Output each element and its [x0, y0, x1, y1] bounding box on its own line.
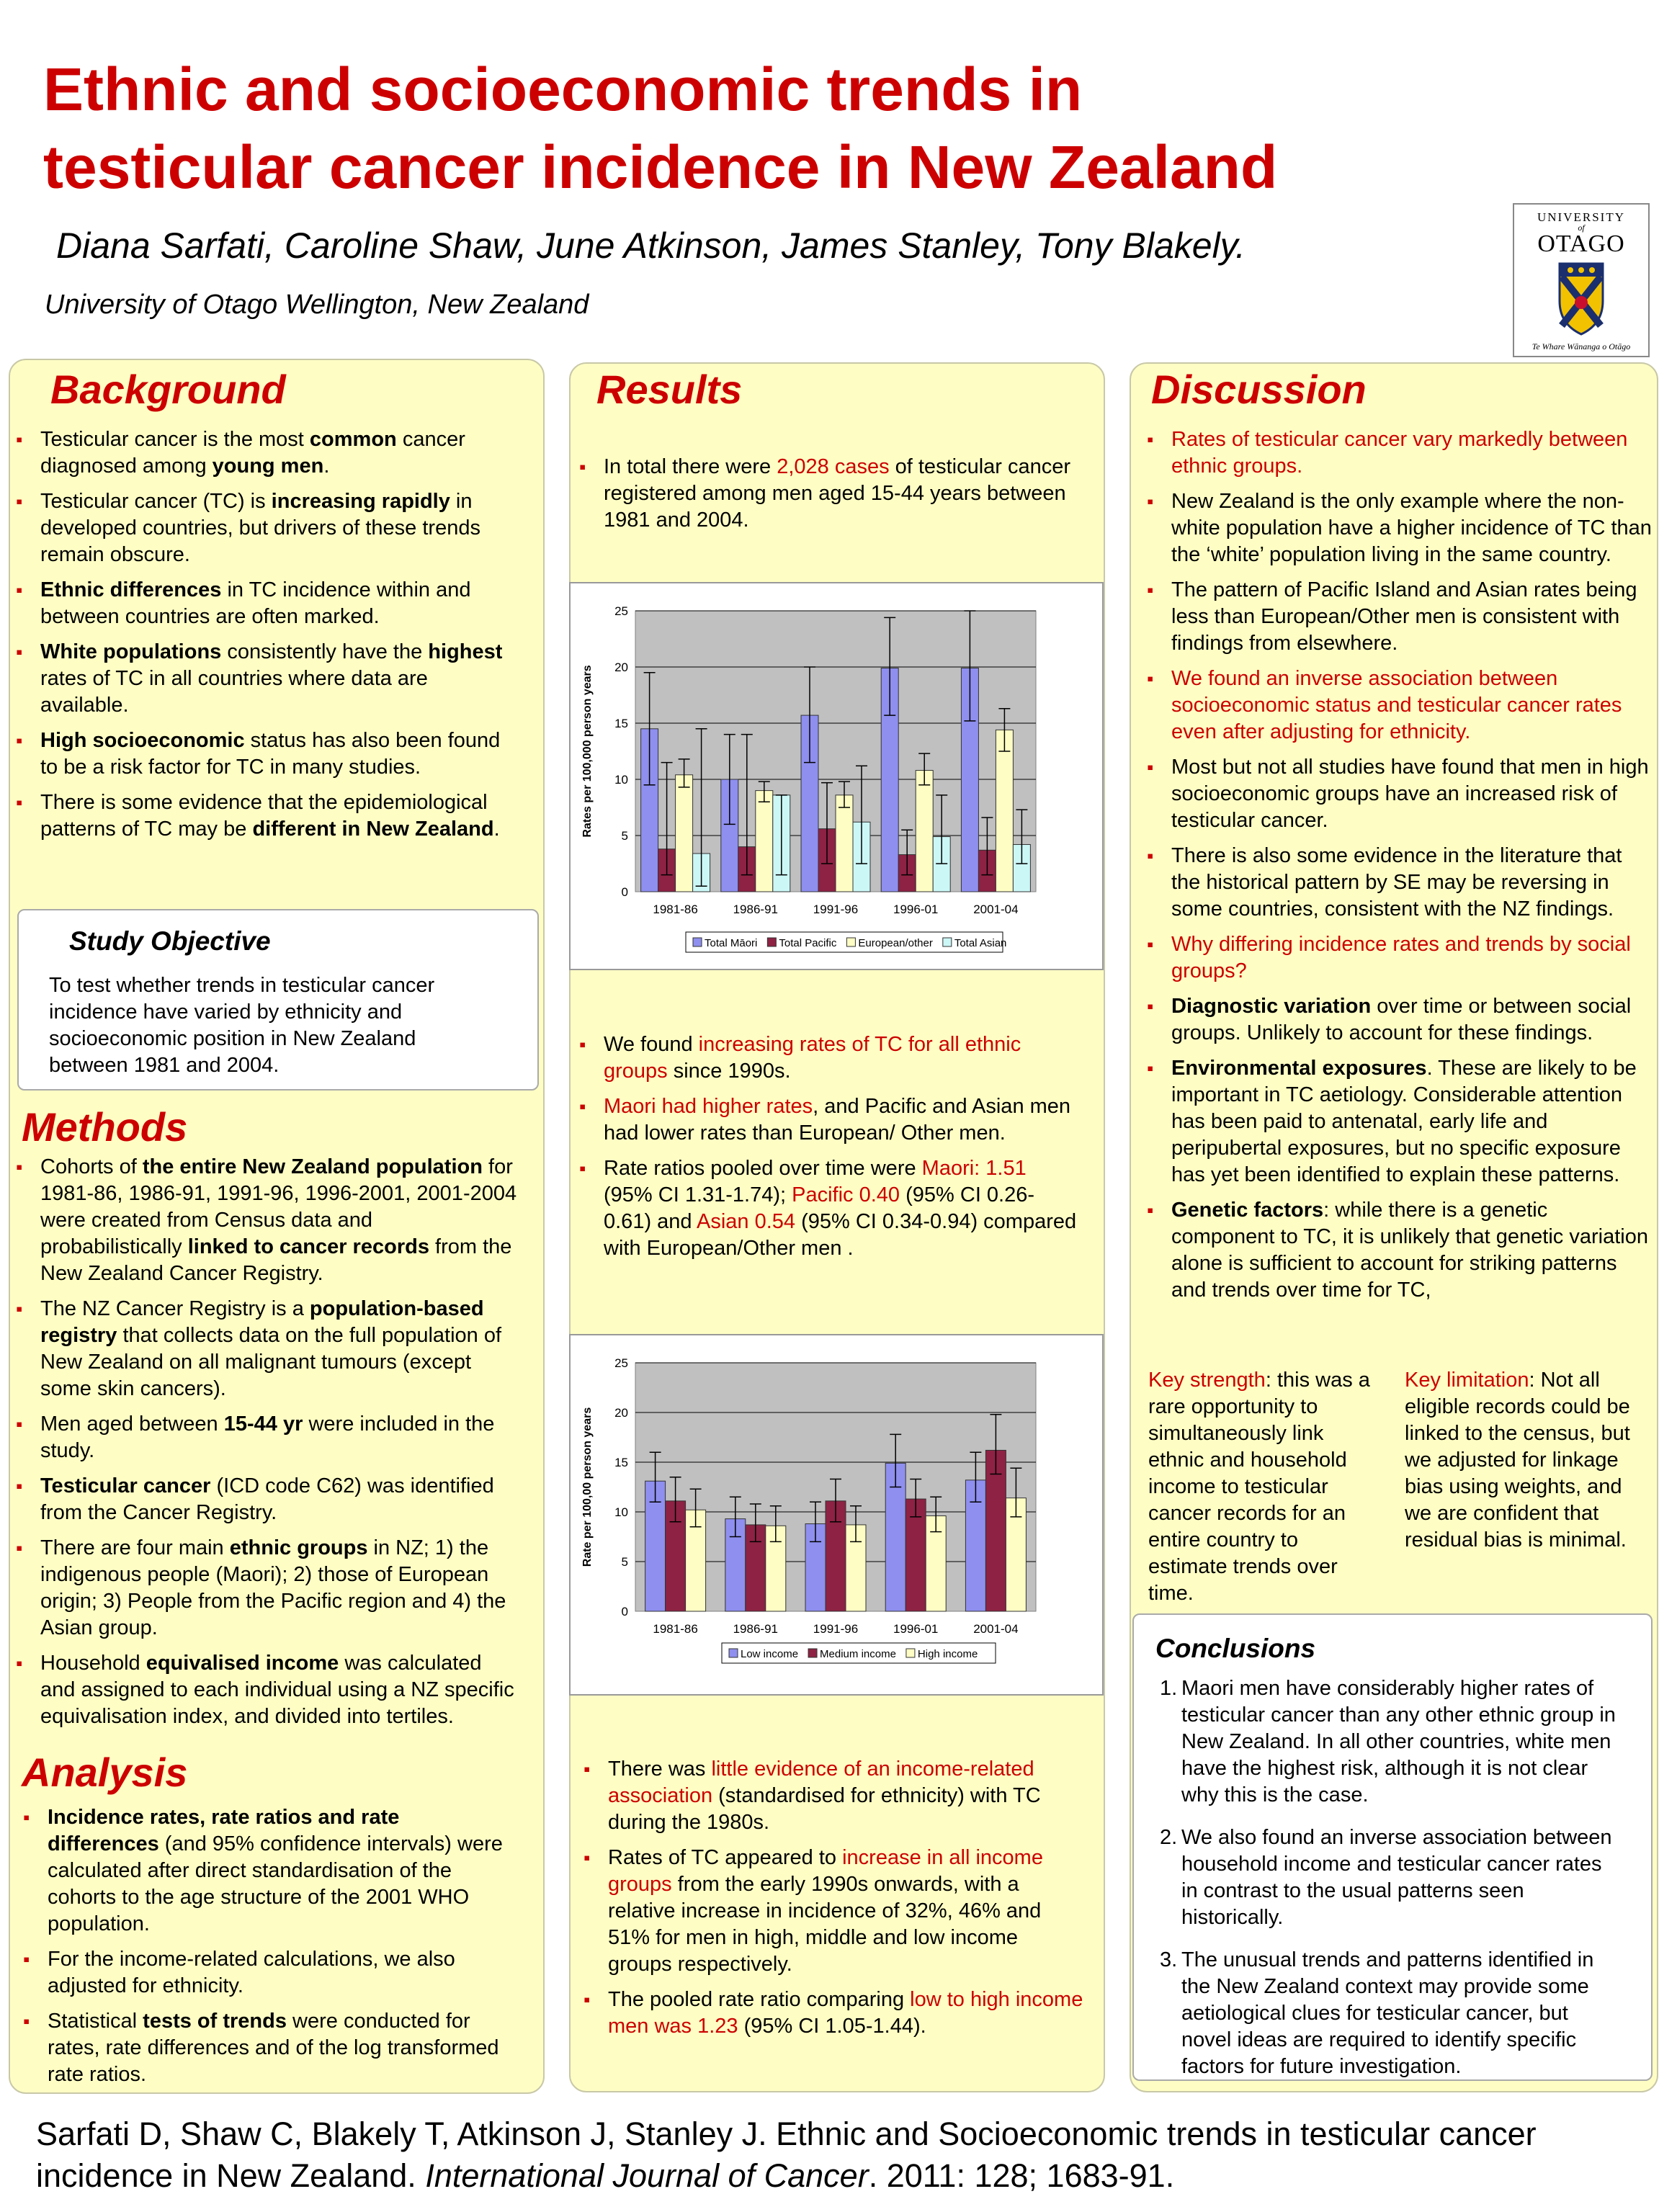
conclusions-box: [1132, 1613, 1653, 2081]
bullet-item: ▪ New Zealand is the only example where the non-white population have a higher incidence of TC than the ‘white’ population living in the same country.: [1144, 488, 1652, 568]
poster-title: [43, 50, 1570, 206]
results-mid-list: [576, 1031, 1081, 1271]
objective-text: To test whether trends in testicular cancer incidence have varied by ethnicity and socioeconomic position in New Zealand between 1981 and 2004.: [49, 974, 435, 1077]
x-tick-label: 1981-86: [653, 903, 698, 916]
bullet-item: ▪ Statistical tests of trends were conducted for rates, rate differences and of the log transformed rate ratios.: [20, 2008, 510, 2088]
bullet-item: ▪ Testicular cancer (ICD code C62) was identified from the Cancer Registry.: [13, 1473, 517, 1526]
background-list: [13, 426, 517, 851]
bullet-item: ▪ The pooled rate ratio comparing low to high income men was 1.23 (95% CI 1.05-1.44).: [581, 1987, 1085, 2040]
bar: [756, 791, 773, 892]
y-tick-label: 20: [614, 661, 628, 674]
y-tick-label: 5: [621, 829, 628, 843]
x-tick-label: 1986-91: [733, 1622, 778, 1636]
objective-heading: Study Objective: [69, 926, 271, 956]
bullet-item: ▪ Diagnostic variation over time or between social groups. Unlikely to account for these findings.: [1144, 993, 1652, 1047]
otago-crest-icon: [1514, 259, 1648, 339]
title-line-1: Ethnic and socioeconomic trends in: [43, 55, 1083, 123]
y-tick-label: 15: [614, 717, 628, 730]
legend-swatch: [906, 1649, 915, 1657]
legend-label: Total Māori: [705, 937, 758, 949]
results-end-list: [581, 1756, 1085, 2048]
legend-swatch: [729, 1649, 738, 1657]
bullet-item: ▪ Maori had higher rates, and Pacific and Asian men had lower rates than European/ Other men.: [576, 1093, 1081, 1147]
key-strength-text: : this was a rare opportunity to simultaneously link ethnic and household income to testicular cancer records for an entire country to estimate trends over time.: [1148, 1369, 1370, 1605]
key-limitation-text: : Not all eligible records could be linked to the census, but we adjusted for linkage bias using weights, and we are confident that residual bias is minimal.: [1405, 1369, 1630, 1551]
bullet-item: ▪ Ethnic differences in TC incidence within and between countries are often marked.: [13, 577, 517, 630]
legend-swatch: [767, 938, 776, 946]
results-heading: Results: [596, 367, 743, 412]
citation-journal: International Journal of Cancer: [425, 2157, 869, 2194]
citation-details: . 2011: 128; 1683-91.: [868, 2157, 1175, 2194]
y-tick-label: 0: [621, 1605, 628, 1618]
legend-swatch: [808, 1649, 817, 1657]
bullet-item: ▪ We found an inverse association between socioeconomic status and testicular cancer rates even after adjusting for ethnicity.: [1144, 666, 1652, 745]
legend-label: Total Asian: [954, 937, 1007, 949]
x-tick-label: 1981-86: [653, 1622, 698, 1636]
bar: [836, 795, 853, 892]
bullet-item: ▪ We found increasing rates of TC for all ethnic groups since 1990s.: [576, 1031, 1081, 1085]
bullet-item: ▪ There was little evidence of an income-related association (standardised for ethnicity) with TC during the 1980s.: [581, 1756, 1085, 1836]
bullet-item: ▪ White populations consistently have the highest rates of TC in all countries where data are available.: [13, 639, 517, 719]
conclusion-item: 2. We also found an inverse association between household income and testicular cancer rates in contrast to the usual patterns seen historically.: [1160, 1826, 1612, 1929]
y-tick-label: 15: [614, 1456, 628, 1469]
key-limitation: [1405, 1367, 1638, 1607]
legend-swatch: [693, 938, 702, 946]
income-chart-svg: [571, 1335, 1102, 1694]
x-tick-label: 1991-96: [813, 1622, 859, 1636]
authors: Diana Sarfati, Caroline Shaw, June Atkinson, James Stanley, Tony Blakely.: [56, 225, 1246, 266]
bullet-item: ▪ There is some evidence that the epidemiological patterns of TC may be different in New Zealand.: [13, 789, 517, 843]
legend-label: Medium income: [820, 1648, 896, 1660]
bullet-item: ▪ There are four main ethnic groups in NZ; 1) the indigenous people (Maori); 2) those of European origin; 3) People from the Pacific region and 4) the Asian group.: [13, 1535, 517, 1642]
bullet-item: ▪ Household equivalised income was calculated and assigned to each individual using a NZ specific equivalisation index, and divided into tertiles.: [13, 1650, 517, 1730]
y-axis-label: Rate per 100,00 person years: [581, 1407, 594, 1567]
legend-label: Total Pacific: [779, 937, 837, 949]
bullet-item: ▪ Why differing incidence rates and trends by social groups?: [1144, 931, 1652, 985]
y-tick-label: 5: [621, 1555, 628, 1569]
bullet-item: ▪ Rates of testicular cancer vary markedly between ethnic groups.: [1144, 426, 1652, 480]
citation: [36, 2113, 1635, 2197]
x-tick-label: 1996-01: [893, 1622, 939, 1636]
bullet-item: ▪ Environmental exposures. These are likely to be important in TC aetiology. Considerable attention has been paid to antenatal, early life and peripubertal exposures, but no specific exposure has yet been identified to explain these patterns.: [1144, 1055, 1652, 1188]
methods-list: [13, 1154, 517, 1739]
affiliation: University of Otago Wellington, New Zealand: [45, 290, 589, 320]
legend-label: European/other: [858, 937, 933, 949]
bullet-item: ▪ Testicular cancer is the most common cancer diagnosed among young men.: [13, 426, 517, 480]
conclusions-list: [1160, 1675, 1621, 2096]
methods-heading: Methods: [22, 1104, 188, 1150]
y-tick-label: 20: [614, 1406, 628, 1420]
key-strength-label: Key strength: [1148, 1369, 1266, 1392]
bullet-item: ▪ For the income-related calculations, we also adjusted for ethnicity.: [20, 1946, 510, 2000]
conclusion-item: 3. The unusual trends and patterns identified in the New Zealand context may provide some aetiological clues for testicular cancer, but novel ideas are required to identify specific factors for future investigation.: [1160, 1948, 1594, 2078]
legend-swatch: [846, 938, 855, 946]
y-tick-label: 0: [621, 885, 628, 899]
bullet-item: ▪ The pattern of Pacific Island and Asian rates being less than European/Other men is consistent with findings from elsewhere.: [1144, 577, 1652, 657]
discussion-heading: Discussion: [1151, 367, 1367, 412]
x-tick-label: 2001-04: [973, 903, 1019, 916]
legend-label: Low income: [741, 1648, 799, 1660]
y-tick-label: 10: [614, 773, 628, 787]
bullet-item: ▪ Cohorts of the entire New Zealand population for 1981-86, 1986-91, 1991-96, 1996-2001, 2001-2004 were created from Census data and probabilistically linked to cancer records from the New Zealand Cancer Registry.: [13, 1154, 517, 1287]
x-tick-label: 1996-01: [893, 903, 939, 916]
bullet-item: ▪ Most but not all studies have found that men in high socioeconomic groups have an increased risk of testicular cancer.: [1144, 754, 1652, 834]
university-logo: [1513, 203, 1650, 357]
y-axis-label: Rates per 100,000 person years: [581, 665, 594, 838]
bullet-item: ▪ Incidence rates, rate ratios and rate differences (and 95% confidence intervals) were calculated after direct standardisation of the cohorts to the age structure of the 2001 WHO population.: [20, 1804, 510, 1938]
bullet-item: ▪ In total there were 2,028 cases of testicular cancer registered among men aged 15-44 years between 1981 and 2004.: [576, 454, 1081, 534]
bullet-item: ▪ Men aged between 15-44 yr were included in the study.: [13, 1411, 517, 1464]
results-intro-list: [576, 454, 1081, 542]
key-points: [1148, 1367, 1638, 1607]
title-line-2: testicular cancer incidence in New Zealand: [43, 133, 1278, 201]
legend-label: High income: [917, 1648, 978, 1660]
logo-university-text: UNIVERSITY: [1537, 210, 1625, 224]
citation-authors: Sarfati D, Shaw C, Blakely T, Atkinson J, Stanley J. Ethnic and Socioeconomic trends in testicular cancer incidence in New Zealand.: [36, 2115, 1537, 2194]
conclusions-heading: Conclusions: [1155, 1634, 1316, 1663]
logo-motto: Te Whare Wānanga o Otāgo: [1531, 341, 1631, 351]
bullet-item: ▪ Rate ratios pooled over time were Maori: 1.51 (95% CI 1.31-1.74); Pacific 0.40 (95% CI 0.26-0.61) and Asian 0.54 (95% CI 0.34-0.94) compared with European/Other men .: [576, 1155, 1081, 1262]
legend: [722, 1643, 996, 1663]
bullet-item: ▪ High socioeconomic status has also been found to be a risk factor for TC in many studies.: [13, 727, 517, 781]
logo-otago-text: OTAGO: [1537, 230, 1625, 257]
discussion-list: [1144, 426, 1652, 1312]
analysis-heading: Analysis: [22, 1750, 188, 1795]
ethnicity-chart-svg: [571, 583, 1102, 969]
bullet-item: ▪ The NZ Cancer Registry is a population-based registry that collects data on the full population of New Zealand on all malignant tumours (except some skin cancers).: [13, 1296, 517, 1402]
logo-of-text: of: [1578, 223, 1585, 233]
bullet-item: ▪ There is also some evidence in the literature that the historical pattern by SE may be reversing in some countries, consistent with the NZ findings.: [1144, 843, 1652, 923]
conclusion-item: 1. Maori men have considerably higher rates of testicular cancer than any other ethnic group in New Zealand. In all other countries, white men have the highest risk, although it is not clear why this is the case.: [1160, 1677, 1616, 1806]
background-heading: Background: [50, 367, 286, 412]
objective-box: [17, 909, 539, 1091]
y-tick-label: 25: [614, 1356, 628, 1370]
analysis-list: [20, 1804, 510, 2097]
legend-swatch: [943, 938, 952, 946]
y-tick-label: 25: [614, 604, 628, 618]
legend: [686, 932, 1006, 952]
bullet-item: ▪ Testicular cancer (TC) is increasing rapidly in developed countries, but drivers of these trends remain obscure.: [13, 488, 517, 568]
x-tick-label: 1991-96: [813, 903, 859, 916]
key-strength: [1148, 1367, 1382, 1607]
bar: [676, 775, 693, 892]
x-tick-label: 2001-04: [973, 1622, 1019, 1636]
bar: [996, 730, 1013, 892]
ethnicity-chart: [569, 582, 1104, 970]
key-limitation-label: Key limitation: [1405, 1369, 1529, 1392]
y-tick-label: 10: [614, 1505, 628, 1519]
bar: [916, 771, 933, 892]
x-tick-label: 1986-91: [733, 903, 778, 916]
bullet-item: ▪ Genetic factors: while there is a genetic component to TC, it is unlikely that genetic variation alone is sufficient to account for striking patterns and trends over time for TC,: [1144, 1197, 1652, 1304]
income-chart: [569, 1334, 1104, 1696]
bullet-item: ▪ Rates of TC appeared to increase in all income groups from the early 1990s onwards, with a relative increase in incidence of 32%, 46% and 51% for men in high, middle and low income groups respectively.: [581, 1845, 1085, 1978]
